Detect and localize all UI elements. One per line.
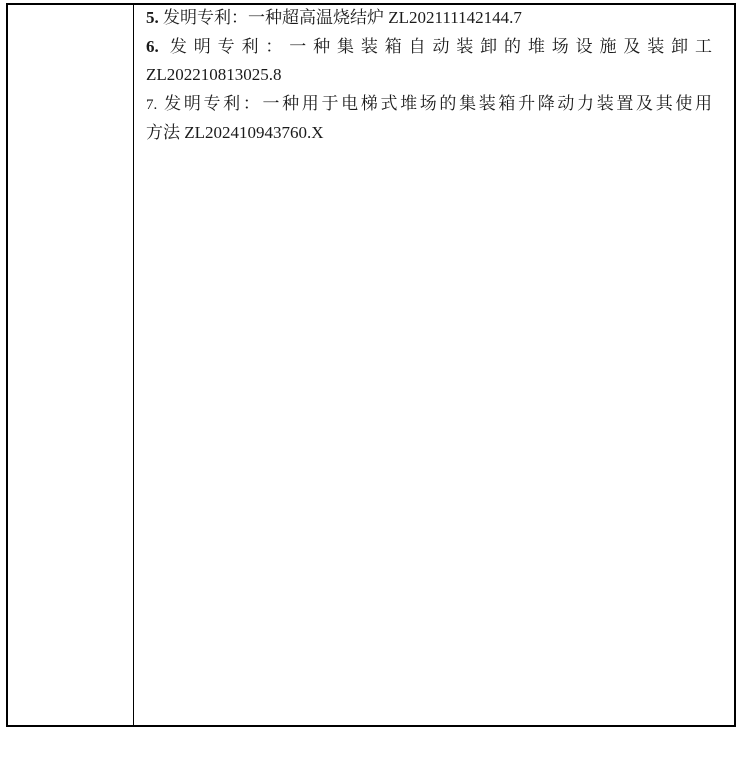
patent-item-7-number: 7. [146,97,158,114]
patent-item-6-title: 发明专利：一种集装箱自动装卸的堆场设施及装卸工 [169,36,712,56]
patent-item-6-line1 [146,33,712,62]
patent-item-7-line2 [146,119,712,148]
patent-item-7-title: 发明专利：一种用于电梯式堆场的集装箱升降动力装置及其使用 [164,94,712,114]
table-bottom-border [6,725,736,727]
patent-item-6-line2 [146,61,712,90]
table-column-divider [133,4,134,725]
patent-item-7-number-code: 方法 ZL202410943760.X [146,122,324,142]
patent-item-5-text: 发明专利：一种超高温烧结炉 ZL202111142144.7 [163,8,522,27]
patent-list [146,4,712,147]
patent-item-6-number: 6. [146,36,159,56]
table-right-border [734,3,736,727]
patent-item-5-number: 5. [146,8,159,27]
patent-item-7-line1 [146,90,712,119]
table-left-cell [8,5,133,725]
patent-item-5-line [146,4,712,33]
patent-item-6-number-code: ZL202210813025.8 [146,65,282,85]
